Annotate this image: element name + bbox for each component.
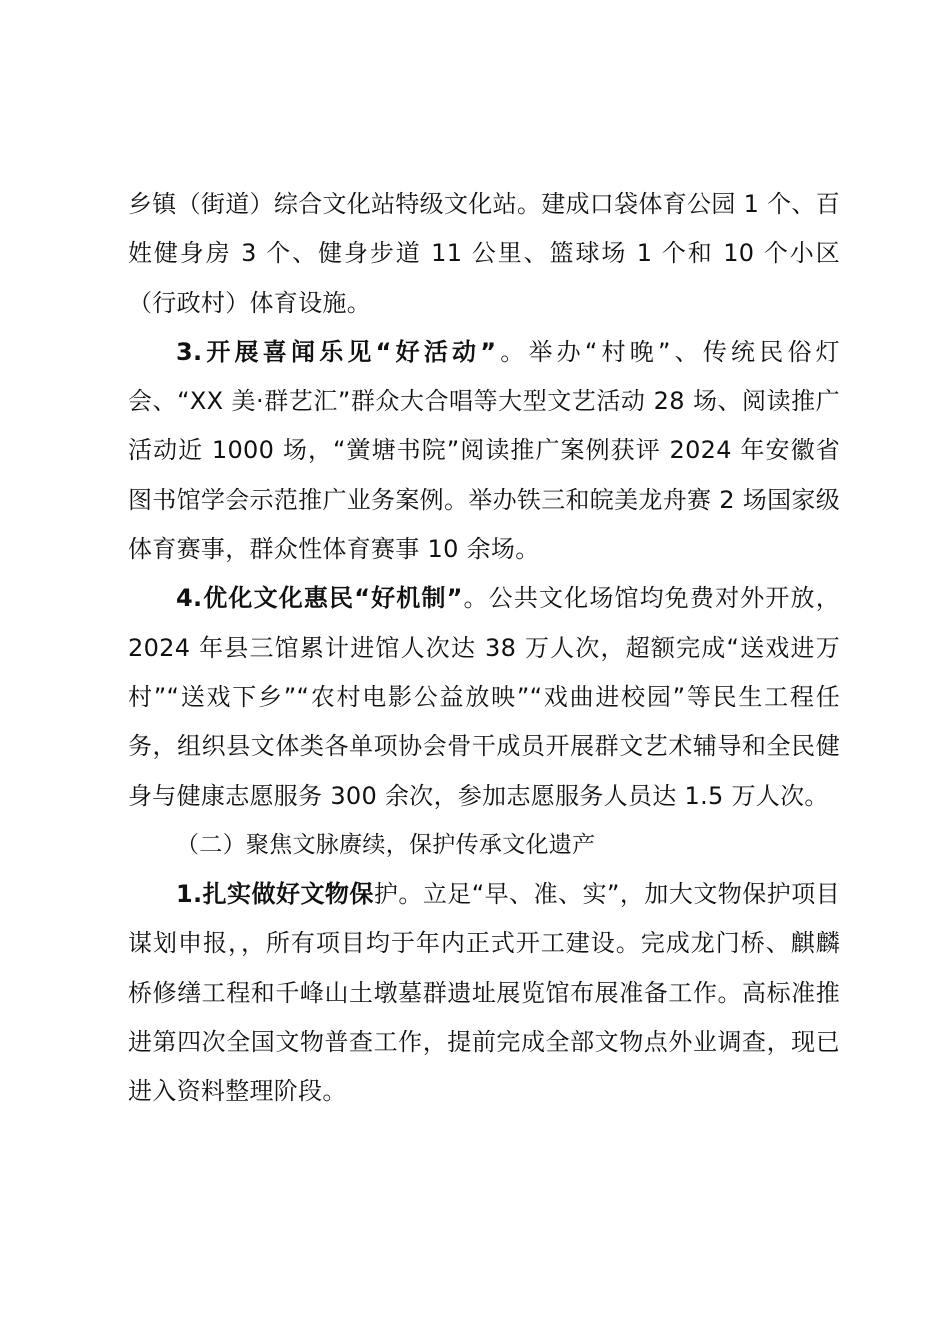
paragraph-5-heading: 1.扎实做好文物保: [176, 880, 374, 909]
paragraph-5-text: 护。立足“早、准、实”，加大文物保护项目谋划申报，，所有项目均于年内正式开工建设。完成龙门桥、麒麟桥修缮工程和千峰山土墩墓群遗址展览馆布展准备工作。高标准推进第四次全国文物普查工作，提前完成全部文物点外业调查，现已进入资料整理阶段。: [128, 880, 840, 1106]
paragraph-5: [128, 870, 840, 1116]
paragraph-2: [128, 328, 840, 574]
paragraph-1-text: 乡镇（街道）综合文化站特级文化站。建成口袋体育公园 1 个、百姓健身房 3 个、健身步道 11 公里、篮球场 1 个和 10 个小区（行政村）体育设施。: [128, 190, 840, 317]
paragraph-3-text: 。公共文化场馆均免费对外开放，2024 年县三馆累计进馆人次达 38 万人次，超额完成“送戏进万村”“送戏下乡”“农村电影公益放映”“戏曲进校园”等民生工程任务，组织县文体类各单项协会骨干成员开展群文艺术辅导和全民健身与健康志愿服务 300 余次，参加志愿服务人员达 1.5 万人次。: [128, 584, 840, 810]
paragraph-3-heading: 4.优化文化惠民“好机制”: [176, 584, 463, 613]
section-heading: （二）聚焦文脉赓续，保护传承文化遗产: [176, 831, 596, 858]
paragraph-2-text: 。举办“村晚”、传统民俗灯会、“XX 美·群艺汇”群众大合唱等大型文艺活动 28 场、阅读推广活动近 1000 场，“黉塘书院”阅读推广案例获评 2024 年安徽省图书馆学会示范推广业务案例。举办铁三和皖美龙舟赛 2 场国家级体育赛事，群众性体育赛事 10 余场。: [128, 337, 840, 564]
document-page: [128, 180, 840, 1117]
paragraph-1: [128, 180, 840, 328]
paragraph-3: [128, 574, 840, 820]
paragraph-2-heading: 3.开展喜闻乐见“好活动”: [176, 337, 497, 366]
